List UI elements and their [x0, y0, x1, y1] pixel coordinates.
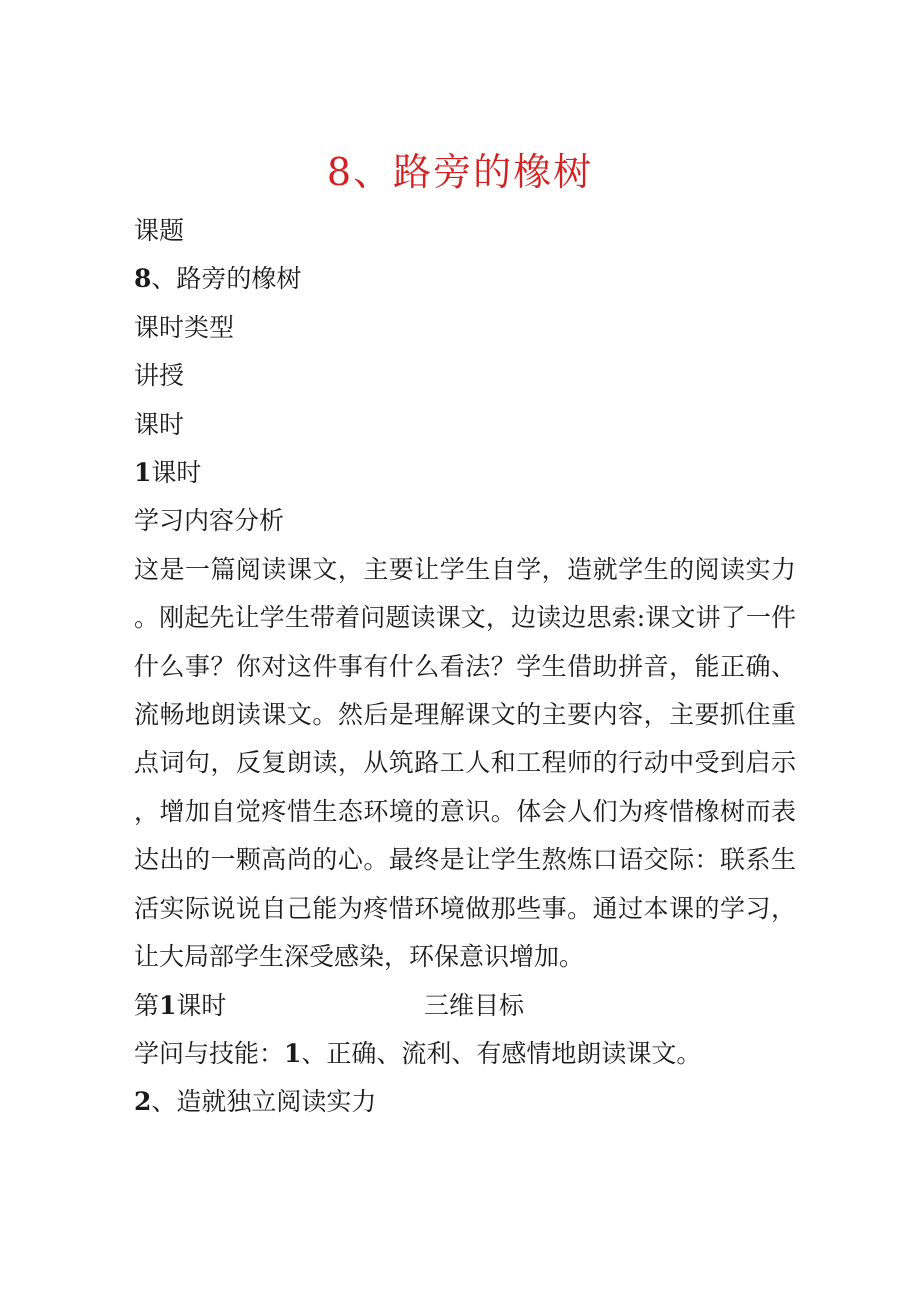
topic-number: 8 [134, 264, 152, 294]
analysis-label: 学习内容分析 [134, 506, 285, 536]
lesson-type-value: 讲授 [134, 361, 185, 391]
topic-label: 课题 [134, 216, 185, 245]
goal-1-label: 学问与技能： [134, 1038, 285, 1068]
hours-value [134, 449, 796, 497]
goal-1-text: 、正确、流利、有感情地朗读课文。 [301, 1038, 702, 1068]
goal-2-text: 、造就独立阅读实力 [151, 1087, 377, 1117]
lesson-label [134, 982, 424, 1030]
hours-text: 课时 [151, 458, 202, 488]
document-title: 8、路旁的橡树 [326, 150, 594, 194]
lesson-number: 1 [159, 990, 177, 1020]
document-body [134, 207, 796, 1127]
goal-1-number: 1 [284, 1038, 302, 1068]
analysis-paragraph: 这是一篇阅读课文，主要让学生自学，造就学生的阅读实力。刚起先让学生带着问题读课文，边读边思索:课文讲了一件什么事？你对这件事有什么看法？学生借助拼音，能正确、流畅地朗读课文。然后是理解课文的主要内容，主要抓住重点词句，反复朗读，从筑路工人和工程师的行动中受到启示，增加自觉疼惜生态环境的意识。体会人们为疼惜橡树而表达出的一颗高尚的心。最终是让学生熬炼口语交际：联系生活实际说说自己能为疼惜环境做那些事。通过本课的学习，让大局部学生深受感染，环保意识增加。 [134, 554, 796, 972]
lesson-row [134, 982, 796, 1030]
goals-heading: 三维目标 [424, 990, 525, 1020]
lesson-suffix: 课时 [176, 990, 227, 1020]
goal-2 [134, 1078, 796, 1126]
lesson-prefix: 第 [134, 990, 160, 1020]
hours-label: 课时 [134, 409, 185, 439]
topic-text: 、路旁的橡树 [151, 264, 302, 294]
hours-number: 1 [134, 458, 152, 488]
goal-1 [134, 1030, 796, 1078]
lesson-type-label: 课时类型 [134, 312, 235, 342]
goal-2-number: 2 [134, 1087, 152, 1117]
topic-value [134, 255, 796, 303]
